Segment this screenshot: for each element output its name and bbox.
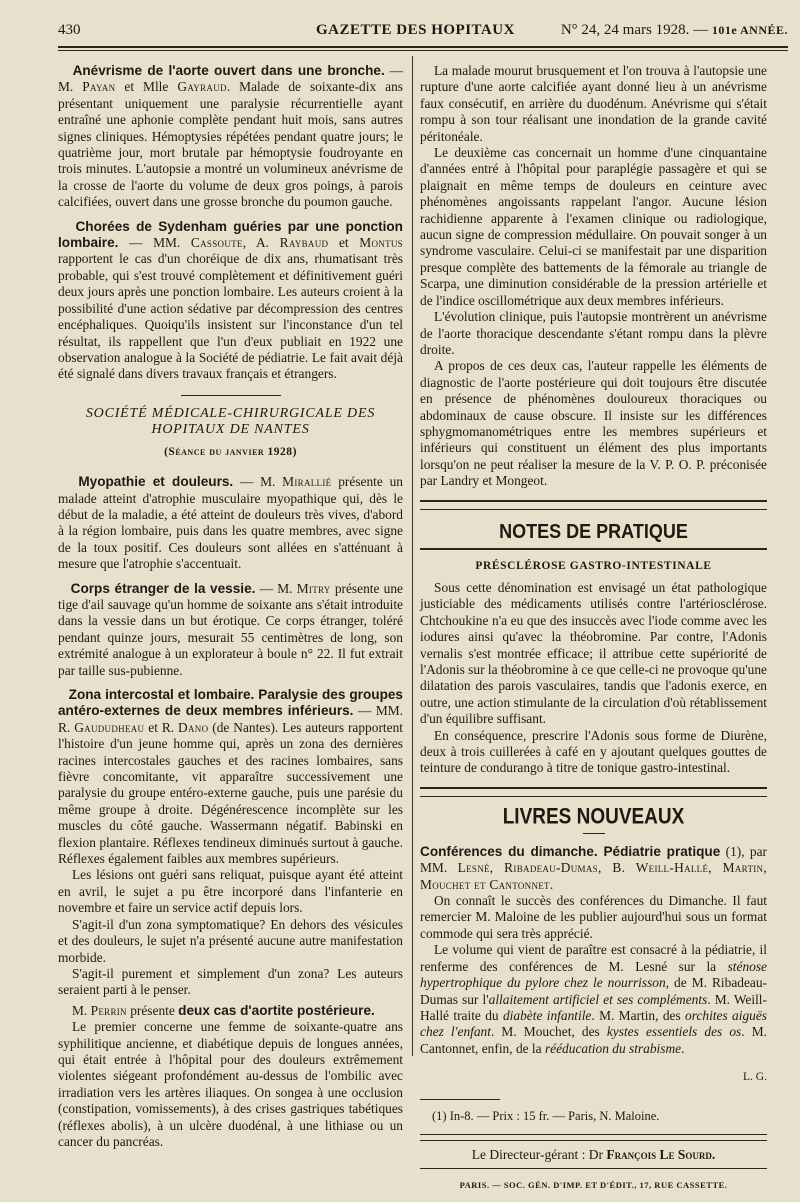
footer-rule <box>420 1134 767 1141</box>
article-chorea: Chorées de Sydenham guéries par une ponction lombaire. — MM. Cassoute, A. Raybaud et Montus rapportent le cas d'un choréique de dix ans, rhumatisant très probable, qui s'est trouvé complètement et définitivement guéri deux jours après une ponction lombaire. Les auteurs croient à la possibilité d'une action sédative par décompression des centres encéphaliques. Quoiqu'ils insistent sur l'inconstance d'un tel résultat, ils rappellent que l'un d'eux publiait en 1922 une observation analogue à la Société de pédiatrie. Le fait avait déjà été signalé dans divers travaux français et étrangers. <box>58 218 403 382</box>
notes-para-2: En conséquence, prescrire l'Adonis sous forme de Diurène, deux à trois cuillerées à café en y ajoutant quelques gouttes de teinture de condurango à titre de tonique gastro-intestinal. <box>420 727 767 776</box>
article-aneurysm: Anévrisme de l'aorte ouvert dans une bronche. — M. Payan et Mlle Gayraud. Malade de soixante-dix ans présentant uniquement une paralysie récurrentielle ayant entraîné une aphonie complète pendant huit mois, sans autres signes cliniques. Hémoptysies répétées pendant quatre jours; le quatrième jour, mort brutale par hémoptysie foudroyante en trois minutes. L'autopsie a montré un volumineux anévrisme de la crosse de l'aorte du volume de deux gros poings, à parois calcifiées, ouvert dans une grosse bronche du poumon gauche. <box>58 63 404 210</box>
header-rule <box>58 46 788 48</box>
aortitis-continued: La malade mourut brusquement et l'on trouva à l'autopsie une rupture d'une aorte calcifiée ayant donné lieu à un anévrisme faux consécutif, en arrière du duodénum. Anévrisme qui s'était rompu à son tour réalisant une inondation de la grande cavité péritonéale. <box>420 63 767 144</box>
left-column <box>58 63 403 1150</box>
header-rule-thin <box>58 50 788 51</box>
printer-line: PARIS. — SOC. GÉN. D'IMP. ET D'ÉDIT., 17, RUE CASSETTE. <box>459 1180 728 1191</box>
books-rule <box>420 787 767 797</box>
column-divider <box>412 56 413 1056</box>
notes-heading: NOTES DE PRATIQUE <box>499 519 688 543</box>
book-para-2: Le volume qui vient de paraître est consacré à la pédiatrie, il renferme des conférences de M. Lesné sur la sténose hypertrophique du pylore chez le nourrisson, de M. Ribadeau-Dumas sur l'allaitement artificiel et ses compléments. M. Weill-Hallé traite du diabète infantile. M. Martin, des orchites aiguës chez l'enfant. M. Mouchet, des kystes essentiels des os. M. Cantonnet, enfin, de la rééducation du strabisme. <box>420 942 768 1056</box>
zona-para-4: S'agit-il purement et simplement d'un zona? Les auteurs seraient parti à le penser. <box>58 965 403 998</box>
article-zona: Zona intercostal et lombaire. Paralysie des groupes antéro-externes de deux membres inférieurs. — MM. R. Gaududheau et R. Dano (de Nantes). Les auteurs rapportent l'histoire d'un jeune homme qui, après un zona des dernières racines intercostales gauches et des racines lombaires, sans fièvre concomitante, vit apparaître successivement une paralysie du groupe entéro-externe gauche, puis une parésie du même groupe à droite. Dégénérescence incomplète sur les muscles du côté gauche. Wassermann négatif. Babinski en flexion plantaire. Réflexes tendineux diminués surtout à gauche. Réflexes également faibles aux membres supérieurs. <box>58 687 403 867</box>
zona-para-2: Les lésions ont guéri sans reliquat, puisque ayant été atteint en avril, le sujet a pu être incorporé dans l'infanterie en novembre et faire un service actif depuis lors. <box>58 867 403 916</box>
notes-para-1: Sous cette dénomination est envisagé un état pathologique justiciable des médicaments utilisés contre l'artériosclérose. Chtchoukine n'a eu que des insuccès avec l'iode comme avec les iodures ainsi qu'avec la théobromine. Par contre, l'Adonis vernalis s'est montrée efficace; il attribue cette supériorité de l'Adonis sur la théobromine à ce que celle-ci ne provoque qu'une dilatation des parois vasculaires, tandis que l'adonis exerce, en outre, une action stimulante de la circulation d'où rétablissement d'un équilibre suffisant. <box>420 579 767 727</box>
aortitis-discussion: A propos de ces deux cas, l'auteur rappelle les éléments de diagnostic de l'aorte postérieure qui doit toujours être discutée en présence de phénomènes douloureux thoraciques ou abdominaux de cause obscure. Il insiste sur les différences sphygmomanométriques entre les membres supérieurs et inférieurs qui constituent un élément des plus importants lorsqu'on ne peut réaliser la mesure de la V. P. O. P. préconisée par Landry et Mongeot. <box>420 358 767 489</box>
issue-info: N° 24, 24 mars 1928. — 101e ANNÉE. <box>560 22 788 38</box>
aortitis-evolution: L'évolution clinique, puis l'autopsie montrèrent un anévrisme de l'aorte thoracique descendante s'étant rompu dans la plèvre droite. <box>420 309 767 357</box>
article-aortitis: M. Perrin présente deux cas d'aortite postérieure. <box>72 1002 375 1018</box>
section-divider <box>181 395 281 396</box>
director-line: Le Directeur-gérant : Dr François Le Sourd. <box>471 1147 716 1163</box>
zona-para-3: S'agit-il d'un zona symptomatique? En dehors des vésicules et des douleurs, le sujet n'a présenté aucune autre manifestation morbide. <box>58 916 403 965</box>
aortitis-case-2: Le deuxième cas concernait un homme d'une cinquantaine d'années entré à l'hôpital pour paraplégie passagère et qui se plaignait en même temps de douleurs en ceinture avec phénomènes angoissants rappelant l'angor. Aucune lésion rachidienne apparente à l'examen clinique ou radiologique, aucun signe de compression médullaire. On pouvait songer à un syndrome vasculaire. Celui-ci se manifestait par une disparition presque complète des battements de la fémorale au triangle de Scarpa, une diminution considérable de la pression artérielle et de l'indice oscillométrique aux deux membres inférieurs. <box>420 145 767 308</box>
aortitis-para-2: Le premier concerne une femme de soixante-quatre ans syphilitique ancienne, et diabétique depuis de longues années, qui était entrée à l'hôpital pour des douleurs extrêmement violentes siégeant profondément au-dessus de l'ombilic avec irradiation vers les artères iliaques. On songea à une occlusion (constipation, vomissements), à des crises gastriques tabétiques (réflexes abolis), à un ulcère duodénal, à une lithiase ou un cancer du pancréas. <box>58 1019 403 1149</box>
notes-underline <box>420 548 767 550</box>
journal-title: GAZETTE DES HOPITAUX <box>316 22 515 38</box>
page-number: 430 <box>58 22 81 38</box>
book-entry: Conférences du dimanche. Pédiatrie pratique (1), par MM. Lesné, Ribadeau-Dumas, B. Weill-Hallé, Martin, Mouchet et Cantonnet. <box>420 843 767 892</box>
footnote-rule <box>420 1099 500 1100</box>
page-header <box>58 20 788 44</box>
session-date: (Séance du janvier 1928) <box>164 445 297 458</box>
book-para-1: On connaît le succès des conférences du Dimanche. Il faut remercier M. Maloine de les publier aujourd'hui sous un format commode qui sera très apprécié. <box>420 893 767 941</box>
right-column <box>420 63 767 1202</box>
notes-subheading: PRÉSCLÉROSE GASTRO-INTESTINALE <box>475 559 712 572</box>
books-dash <box>583 833 605 834</box>
society-title: SOCIÉTÉ MÉDICALE-CHIRURGICALE DES HOPITAUX DE NANTES <box>85 405 376 437</box>
year-label: 101e ANNÉE. <box>711 23 788 37</box>
article-bladder: Corps étranger de la vessie. — M. Mitry présente une tige d'ail sauvage qu'un homme de soixante ans s'était introduite dans la vessie dans un but érotique. Ce corps étranger, toléré pendant quinze jours, mesurait 55 centimètres de long, son extrémité analogue à un explorateur à boule n° 22. Il fut extrait par taille sus-pubienne. <box>58 580 403 678</box>
footnote: (1) In-8. — Prix : 15 fr. — Paris, N. Maloine. <box>432 1109 660 1124</box>
article-myopathy: Myopathie et douleurs. — M. Mirallié présente un malade atteint d'atrophie musculaire myopathique qui, dès le début de la maladie, a été atteint de douleurs très vives, d'abord à la région lombaire, puis dans les quatre membres, avec signe de la toux positif. Ces douleurs sont allées en s'atténuant à mesure que l'atrophie s'accentuait. <box>58 474 403 572</box>
printer-rule <box>420 1168 767 1169</box>
notes-rule <box>420 500 767 510</box>
books-heading: LIVRES NOUVEAUX <box>502 805 685 830</box>
signature: L. G. <box>743 1070 767 1083</box>
